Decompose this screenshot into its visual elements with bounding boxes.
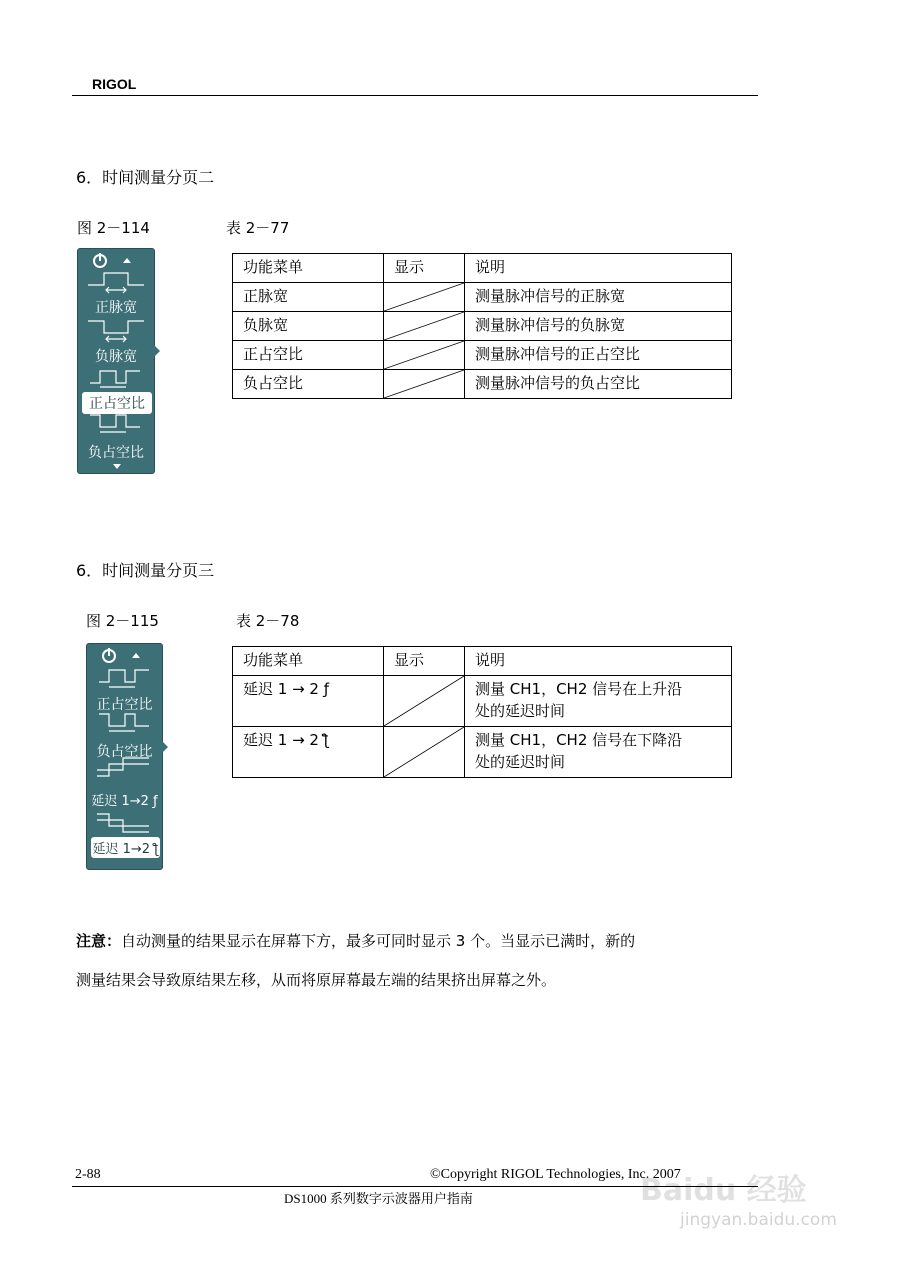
page-up-arrow-icon <box>132 653 140 658</box>
table-cell: 延迟 1 → 2 ƪ <box>233 727 384 778</box>
section-heading: 6．时间测量分页二 <box>76 168 215 187</box>
watermark-logo: Baidu 经验 <box>640 1173 807 1208</box>
menu-item-delay-rising[interactable]: 延迟 1→2 ƒ <box>91 794 158 809</box>
page-number: 2-88 <box>75 1167 101 1182</box>
menu-item-positive-duty[interactable]: 正占空比 <box>82 392 152 414</box>
measure-menu-panel <box>77 248 155 474</box>
note-paragraph <box>76 931 635 951</box>
menu-item-positive-duty[interactable]: 正占空比 <box>96 697 153 713</box>
table-header: 显示 <box>384 647 465 676</box>
table-cell-diagonal <box>384 676 465 727</box>
table-cell <box>465 727 732 778</box>
manual-title: DS1000 系列数字示波器用户指南 <box>284 1191 473 1206</box>
falling-delay-icon <box>97 814 149 832</box>
table-cell: 测量脉冲信号的正占空比 <box>465 341 732 370</box>
table-cell: 负占空比 <box>233 370 384 399</box>
copyright: ©Copyright RIGOL Technologies, Inc. 2007 <box>430 1167 681 1182</box>
table-row <box>233 283 732 312</box>
table-cell: 延迟 1 → 2 ƒ <box>233 676 384 727</box>
table-row <box>233 370 732 399</box>
figure-caption: 图 2－114 <box>77 219 150 237</box>
negative-duty-icon <box>99 714 149 731</box>
table-row <box>233 727 732 778</box>
table-header: 说明 <box>465 254 732 283</box>
table-cell-diagonal <box>384 370 465 399</box>
header-rule <box>72 95 758 96</box>
menu-item-negative-duty[interactable]: 负占空比 <box>96 744 153 760</box>
section-heading: 6．时间测量分页三 <box>76 561 215 580</box>
brand-name: RIGOL <box>92 76 137 92</box>
table-cell-diagonal <box>384 341 465 370</box>
positive-duty-icon <box>90 371 140 387</box>
table-cell: 测量脉冲信号的负占空比 <box>465 370 732 399</box>
return-icon <box>94 253 106 267</box>
table-cell: 负脉宽 <box>233 312 384 341</box>
table-caption: 表 2－77 <box>226 219 290 237</box>
note-line: 自动测量的结果显示在屏幕下方，最多可同时显示 3 个。当显示已满时，新的 <box>121 932 636 950</box>
menu-item-positive-width[interactable]: 正脉宽 <box>95 300 137 316</box>
table-cell: 正占空比 <box>233 341 384 370</box>
negative-pulse-icon <box>88 321 144 342</box>
table-cell: 测量脉冲信号的负脉宽 <box>465 312 732 341</box>
positive-duty-icon <box>99 670 149 687</box>
menu-pointer-icon <box>152 343 162 359</box>
function-table <box>232 253 732 399</box>
table-header: 功能菜单 <box>233 254 384 283</box>
page-up-arrow-icon <box>123 258 131 263</box>
table-cell-diagonal <box>384 312 465 341</box>
page-down-arrow-icon <box>113 464 121 469</box>
table-cell: 正脉宽 <box>233 283 384 312</box>
figure-caption: 图 2－115 <box>86 612 159 630</box>
table-cell-diagonal <box>384 283 465 312</box>
description-line: 处的延迟时间 <box>475 702 566 720</box>
table-cell <box>465 676 732 727</box>
menu-pointer-icon <box>160 739 170 755</box>
menu-item-delay-falling[interactable]: 延迟 1→2 ƪ <box>91 837 160 858</box>
negative-duty-icon <box>90 415 140 432</box>
positive-pulse-icon <box>88 273 144 293</box>
description-line: 测量 CH1，CH2 信号在上升沿 <box>475 680 683 698</box>
table-cell: 测量脉冲信号的正脉宽 <box>465 283 732 312</box>
table-header: 说明 <box>465 647 732 676</box>
note-line: 测量结果会导致原结果左移，从而将原屏幕最左端的结果挤出屏幕之外。 <box>76 971 557 989</box>
table-caption: 表 2－78 <box>236 612 300 630</box>
menu-item-negative-duty[interactable]: 负占空比 <box>88 445 144 461</box>
measure-menu-panel <box>86 643 163 870</box>
menu-item-negative-width[interactable]: 负脉宽 <box>95 349 137 365</box>
description-line: 处的延迟时间 <box>475 753 566 771</box>
note-label: 注意： <box>76 932 122 950</box>
description-line: 测量 CH1，CH2 信号在下降沿 <box>475 731 683 749</box>
table-row <box>233 676 732 727</box>
table-row <box>233 341 732 370</box>
table-row <box>233 312 732 341</box>
watermark-url: jingyan.baidu.com <box>680 1210 837 1230</box>
function-table <box>232 646 732 778</box>
return-icon <box>103 648 115 662</box>
table-header: 功能菜单 <box>233 647 384 676</box>
table-cell-diagonal <box>384 727 465 778</box>
table-header: 显示 <box>384 254 465 283</box>
